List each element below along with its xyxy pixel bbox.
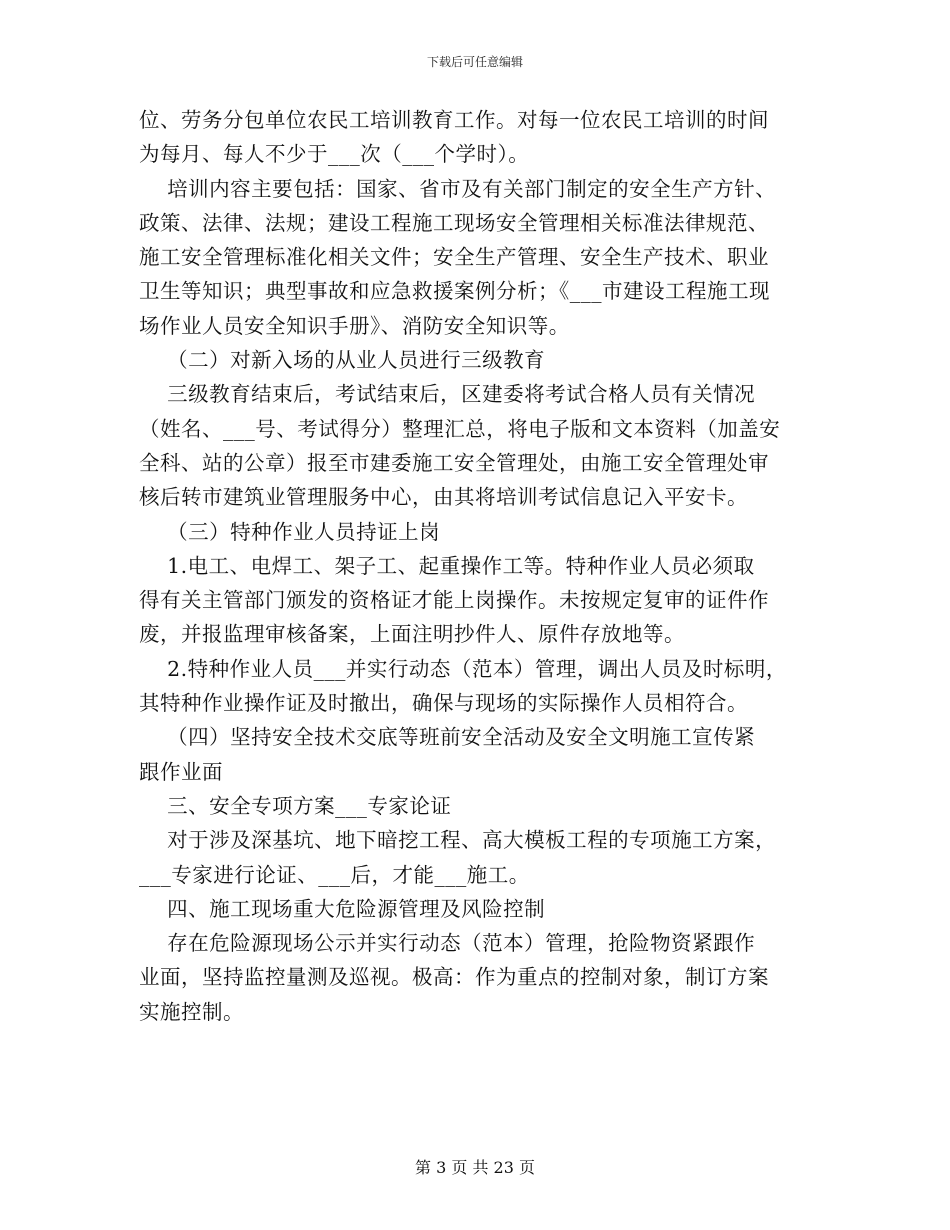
text-line: 实施控制。 xyxy=(139,999,244,1024)
text-line: 施工安全管理标准化相关文件；安全生产管理、安全生产技术、职业 xyxy=(139,245,769,270)
text-line: 场作业人员安全知识手册》、消防安全知识等。 xyxy=(139,313,570,338)
text-line: 其特种作业操作证及时撤出，确保与现场的实际操作人员相符合。 xyxy=(139,691,748,716)
body-text xyxy=(139,103,819,1029)
text-line: 政策、法律、法规；建设工程施工现场安全管理相关标准法律规范、 xyxy=(139,210,769,235)
page-footer: 第 3 页 共 23 页 xyxy=(415,1158,535,1177)
text-line: 培训内容主要包括：国家、省市及有关部门制定的安全生产方针、 xyxy=(139,176,777,201)
text-line: 位、劳务分包单位农民工培训教育工作。对每一位农民工培训的时间 xyxy=(139,108,769,132)
text-line: 存在危险源现场公示并实行动态（范本）管理，抢险物资紧跟作 xyxy=(139,931,756,956)
section-heading: （二）对新入场的从业人员进行三级教育 xyxy=(139,348,546,373)
text-line: （姓名、___号、考试得分）整理汇总，将电子版和文本资料（加盖安 xyxy=(139,416,781,441)
text-line: 废，并报监理审核备案，上面注明抄件人、原件存放地等。 xyxy=(139,622,685,647)
section-heading: （四）坚持安全技术交底等班前安全活动及安全文明施工宣传紧 xyxy=(139,725,756,750)
text-line: 为每月、每人不少于___次（___个学时）。 xyxy=(139,142,530,167)
section-heading: 跟作业面 xyxy=(139,759,223,784)
text-line: 对于涉及深基坑、地下暗挖工程、高大模板工程的专项施工方案， xyxy=(139,828,777,853)
text-line: 得有关主管部门颁发的资格证才能上岗操作。未按规定复审的证件作 xyxy=(139,588,769,613)
text-line: 卫生等知识；典型事故和应急救援案例分析；《___市建设工程施工现 xyxy=(139,279,770,304)
text-line: 业面，坚持监控量测及巡视。极高：作为重点的控制对象，制订方案 xyxy=(139,965,769,990)
section-heading: 四、施工现场重大危险源管理及风险控制 xyxy=(139,896,546,921)
page-header: 下载后可任意编辑 xyxy=(426,55,523,69)
text-line: 三级教育结束后，考试结束后，区建委将考试合格人员有关情况 xyxy=(139,382,756,407)
text-line: 2.特种作业人员___并实行动态（范本）管理，调出人员及时标明， xyxy=(139,656,787,681)
text-line: 1.电工、电焊工、架子工、起重操作工等。特种作业人员必须取 xyxy=(139,553,755,578)
section-heading: 三、安全专项方案___专家论证 xyxy=(139,793,452,818)
text-line: 核后转市建筑业管理服务中心，由其将培训考试信息记入平安卡。 xyxy=(139,485,748,510)
section-heading: （三）特种作业人员持证上岗 xyxy=(139,519,441,544)
text-line: 全科、站的公章）报至市建委施工安全管理处，由施工安全管理处审 xyxy=(139,450,769,475)
text-line: ___专家进行论证、___后，才能___施工。 xyxy=(139,862,530,887)
